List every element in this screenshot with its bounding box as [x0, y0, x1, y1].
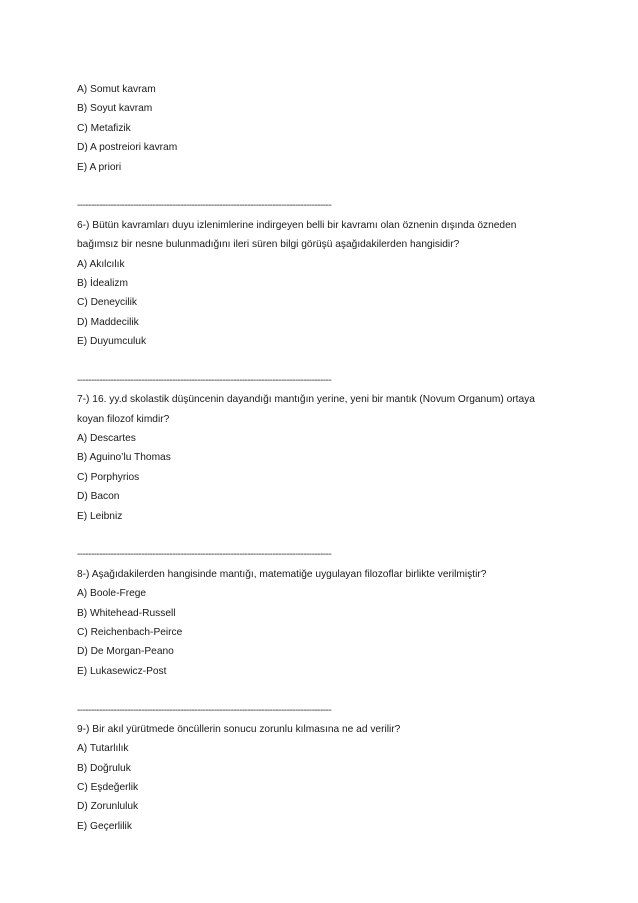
option-a: A) Akılcılık: [77, 258, 125, 270]
spacer: [77, 681, 577, 700]
option-b: B) Doğruluk: [77, 762, 131, 774]
separator-line: -------------------------------------------------------------------------------------------: [77, 200, 332, 212]
spacer: [77, 177, 577, 196]
option-a: A) Boole-Frege: [77, 588, 147, 600]
option-c: C) Eşdeğerlik: [77, 782, 139, 794]
question-block-5-options: [77, 80, 577, 177]
option-b: B) Soyut kavram: [77, 103, 153, 115]
option-b: B) Aguino’lu Thomas: [77, 452, 171, 464]
option-e: E) Duyumculuk: [77, 336, 147, 348]
option-a: A) Tutarlılık: [77, 743, 129, 755]
option-e: E) Lukasewicz-Post: [77, 665, 167, 677]
option-d: D) Maddecilik: [77, 316, 139, 328]
question-block-7: [77, 371, 577, 526]
option-d: D) Bacon: [77, 491, 120, 503]
question-text-line: 9-) Bir akıl yürütmede öncüllerin sonucu zorunlu kılmasına ne ad verilir?: [77, 723, 401, 735]
question-text-line: koyan filozof kimdir?: [77, 413, 170, 425]
question-block-8: [77, 545, 577, 681]
option-d: D) Zorunluluk: [77, 801, 139, 813]
option-a: A) Somut kavram: [77, 84, 156, 95]
option-e: E) Geçerlilik: [77, 820, 132, 832]
option-e: E) A priori: [77, 161, 122, 173]
option-c: C) Porphyrios: [77, 471, 140, 483]
option-e: E) Leibniz: [77, 510, 123, 522]
question-block-9: [77, 701, 577, 837]
option-c: C) Deneycilik: [77, 297, 138, 309]
question-text-line: 7-) 16. yy.d skolastik düşüncenin dayandığı mantığın yerine, yeni bir mantık (Novum Organum) ortaya: [77, 394, 535, 406]
separator-line: -------------------------------------------------------------------------------------------: [77, 704, 332, 716]
option-b: B) Whitehead-Russell: [77, 607, 176, 619]
option-d: D) A postreiori kavram: [77, 142, 178, 154]
option-a: A) Descartes: [77, 433, 136, 445]
option-d: D) De Morgan-Peano: [77, 646, 174, 658]
separator-line: -------------------------------------------------------------------------------------------: [77, 549, 332, 561]
document-page: [77, 80, 577, 836]
question-text-line: bağımsız bir nesne bulunmadığını ileri süren bilgi görüşü aşağıdakilerden hangisidir?: [77, 239, 460, 251]
spacer: [77, 351, 577, 370]
option-c: C) Metafizik: [77, 122, 131, 134]
separator-line: -------------------------------------------------------------------------------------------: [77, 374, 332, 386]
question-text-line: 6-) Bütün kavramları duyu izlenimlerine indirgeyen belli bir kavramı olan öznenin dışında özneden: [77, 219, 517, 231]
option-c: C) Reichenbach-Peirce: [77, 626, 183, 638]
option-b: B) İdealizm: [77, 277, 128, 289]
question-block-6: [77, 196, 577, 351]
question-text-line: 8-) Aşağıdakilerden hangisinde mantığı, matematiğe uygulayan filozoflar birlikte verilmiştir?: [77, 568, 487, 580]
spacer: [77, 526, 577, 545]
